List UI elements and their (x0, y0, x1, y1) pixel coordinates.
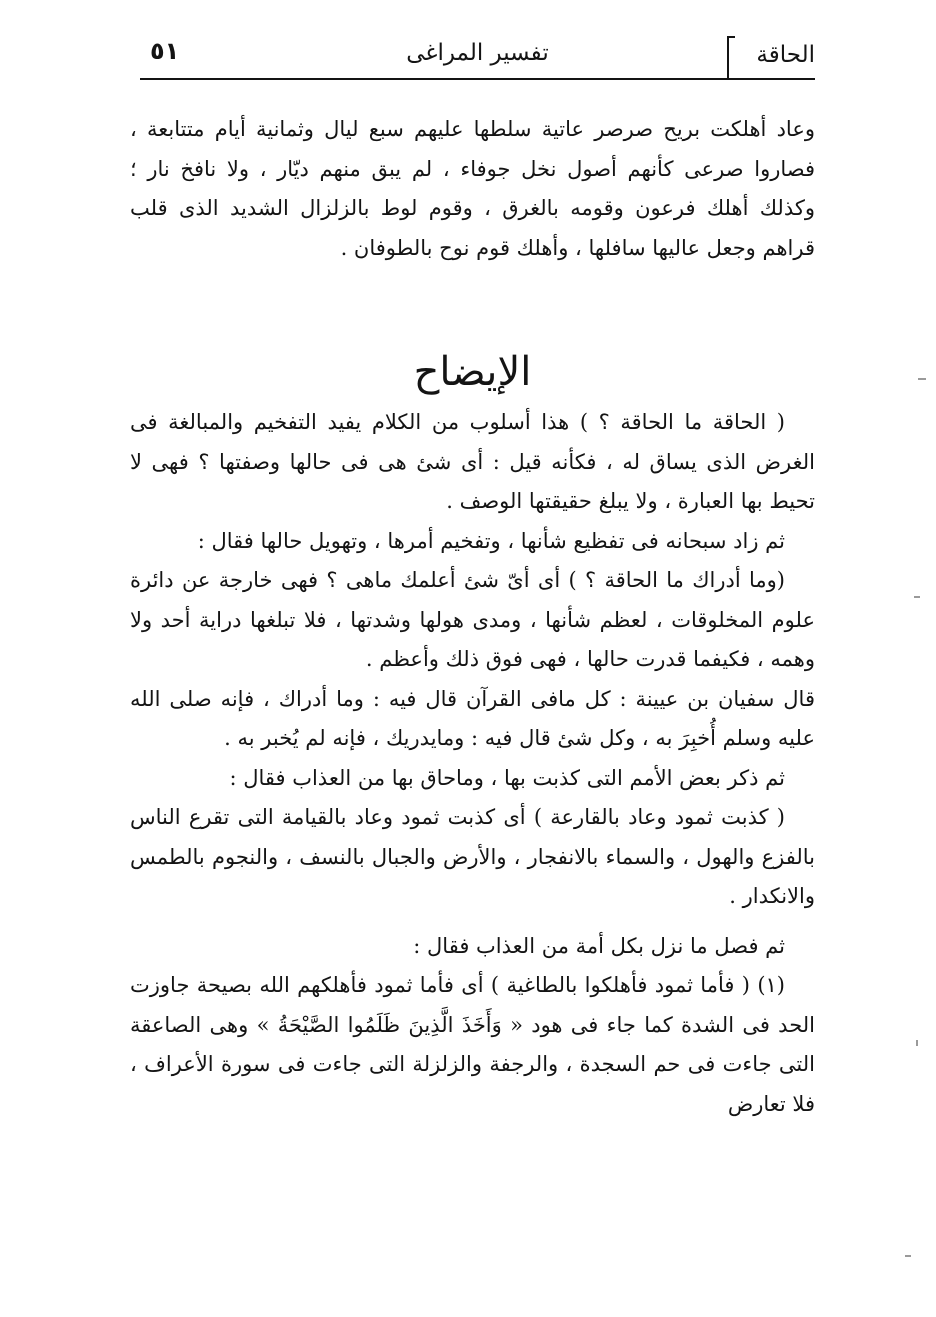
header-rule (140, 78, 815, 80)
paragraph-gap (130, 917, 815, 927)
paragraph: ( الحاقة ما الحاقة ؟ ) هذا أسلوب من الكلام يفيد التفخيم والمبالغة فى الغرض الذى يساق له ، فكأنه قيل : أى شئ هى فى حالها وصفتها ؟ فهى لا تحيط بها العبارة ، ولا يبلغ حقيقتها الوصف . (130, 410, 815, 513)
book-title: تفسير المراغى (406, 40, 549, 66)
section-heading: الإيضاح (413, 349, 532, 395)
summary-block (130, 110, 815, 268)
paragraph: ثم فصل ما نزل بكل أمة من العذاب فقال : (413, 933, 785, 958)
paragraph: (وما أدراك ما الحاقة ؟ ) أى أىّ شئ أعلمك ماهى ؟ فهى خارجة عن دائرة علوم المخلوقات ، لعظم شأنها ، ومدى هولها وشدتها ، فلا تبلغها دراية أحد ولا وهمه ، فكيفما قدرت حالها ، فهى فوق ذلك وأعظم . (130, 568, 815, 671)
scan-speck (918, 378, 926, 380)
paragraph: قال سفيان بن عيينة : كل مافى القرآن قال فيه : وما أدراك ، فإنه صلى الله عليه وسلم أُخبِرَ به ، وكل شئ قال فيه : ومايدريك ، فإنه لم يُخبر به . (130, 686, 815, 750)
paragraph: ( كذبت ثمود وعاد بالقارعة ) أى كذبت ثمود وعاد بالقيامة التى تقرع الناس بالفزع والهول ، والسماء بالانفجار ، والأرض والجبال بالنسف ، والنجوم بالطمس والانكدار . (130, 805, 815, 908)
summary-paragraph: وعاد أهلكت بريح صرصر عاتية سلطها عليهم سبع ليال وثمانية أيام متتابعة ، فصاروا صرعى كأنهم أصول نخل جوفاء ، لم يبق منهم ديّار ، ولا نافخ نار ؛ وكذلك أهلك فرعون وقومه بالغرق ، وقوم لوط بالزلزال الشديد الذى قلب قراهم وجعل عاليها سافلها ، وأهلك قوم نوح بالطوفان . (130, 117, 815, 260)
surah-name: الحاقة (756, 42, 815, 68)
scan-speck (916, 1040, 918, 1046)
running-header (140, 34, 815, 80)
explanation-block (130, 403, 815, 1124)
paragraph: (١) ( فأما ثمود فأهلكوا بالطاغية ) أى فأما ثمود فأهلكهم الله بصيحة جاوزت الحد فى الشدة كما جاء فى هود « وَأَخَذَ الَّذِينَ ظَلَمُوا الصَّيْحَةُ » وهى الصاعقة التى جاءت فى حم السجدة ، والرجفة والزلزلة التى جاءت فى سورة الأعراف ، فلا تعارض (130, 973, 815, 1116)
scan-speck (914, 596, 920, 598)
page-number: ٥١ (150, 37, 180, 65)
paragraph: ثم ذكر بعض الأمم التى كذبت بها ، وماحاق بها من العذاب فقال : (229, 765, 785, 790)
scan-speck (905, 1255, 911, 1257)
paragraph: ثم زاد سبحانه فى تفظيع شأنها ، وتفخيم أمرها ، وتهويل حالها فقال : (197, 528, 785, 553)
